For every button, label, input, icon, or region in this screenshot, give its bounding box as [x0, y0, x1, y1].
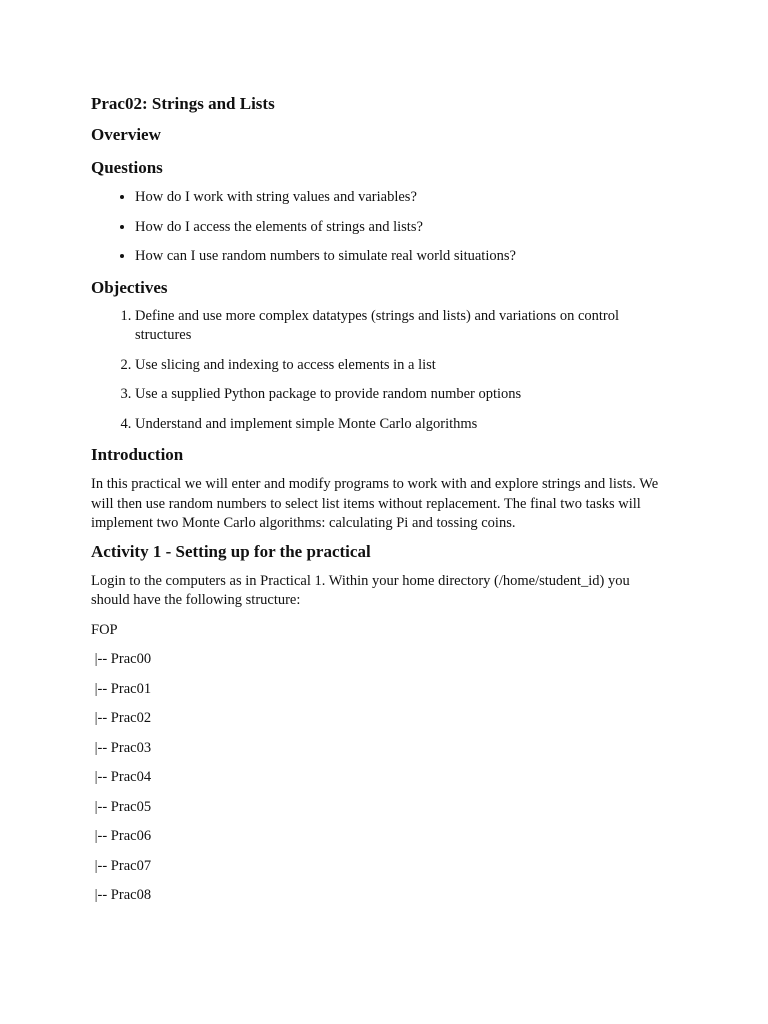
question-item: • How do I access the elements of strings and lists? [135, 218, 671, 238]
document-title: Prac02: Strings and Lists [91, 94, 275, 113]
directory-tree-item: |-- Prac05 [91, 798, 152, 815]
objectives-list [91, 307, 671, 435]
objective-item: 2. Use slicing and indexing to access elements in a list [135, 356, 671, 376]
introduction-heading: Introduction [91, 445, 184, 464]
introduction-paragraph: In this practical we will enter and modify programs to work with and explore strings and lists. We will then use random numbers to select list items without replacement. The final two tasks will implement two Monte Carlo algorithms: calculating Pi and tossing coins. [91, 476, 659, 531]
directory-tree-item: |-- Prac08 [91, 887, 152, 903]
questions-heading: Questions [91, 158, 163, 177]
directory-tree-item: |-- Prac02 [91, 710, 152, 726]
question-item: • How can I use random numbers to simulate real world situations? [135, 247, 671, 267]
overview-heading: Overview [91, 125, 161, 144]
directory-tree-root: FOP [91, 621, 118, 638]
activity1-heading: Activity 1 - Setting up for the practical [91, 541, 371, 561]
directory-tree-item: |-- Prac07 [91, 857, 152, 874]
directory-tree-item: |-- Prac04 [91, 769, 152, 785]
directory-tree [91, 650, 671, 906]
objective-item: 4. Understand and implement simple Monte Carlo algorithms [135, 415, 671, 435]
directory-tree-item: |-- Prac03 [91, 739, 152, 756]
objective-item: 3. Use a supplied Python package to provide random number options [135, 385, 671, 405]
objectives-heading: Objectives [91, 277, 168, 297]
directory-tree-item: |-- Prac06 [91, 828, 152, 844]
questions-list [91, 188, 671, 267]
objective-item: 1. Define and use more complex datatypes (strings and lists) and variations on control structures [135, 307, 671, 346]
document-page [91, 93, 671, 916]
directory-tree-item: |-- Prac01 [91, 680, 152, 697]
directory-tree-item: |-- Prac00 [91, 651, 152, 667]
activity1-paragraph: Login to the computers as in Practical 1. Within your home directory (/home/student_id) you should have the following structure: [91, 572, 630, 608]
question-item: • How do I work with string values and variables? [135, 188, 671, 208]
